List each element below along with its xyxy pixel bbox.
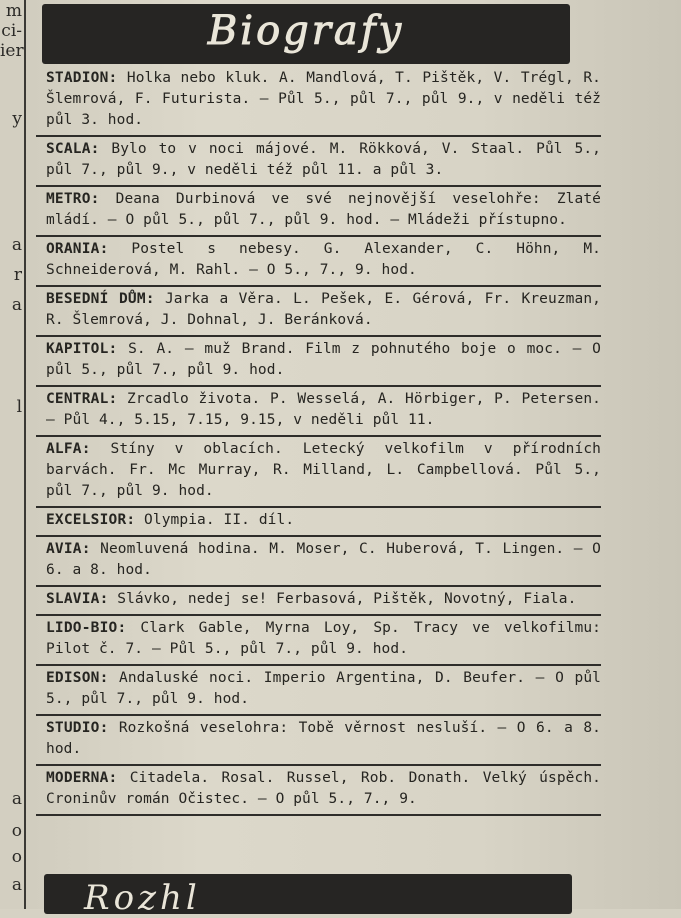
cinema-entry <box>36 437 601 508</box>
cinema-name: METRO: <box>46 191 100 207</box>
cinema-entry <box>36 616 601 666</box>
cinema-name: LIDO-BIO: <box>46 620 127 636</box>
cinema-name: AVIA: <box>46 541 91 557</box>
margin-text-fragment: a <box>11 295 22 315</box>
cinema-entry <box>36 387 601 437</box>
cinema-entry <box>36 237 601 287</box>
cinema-entry <box>36 766 601 816</box>
cinema-name: ALFA: <box>46 441 91 457</box>
cinema-entry <box>36 187 601 237</box>
margin-text-fragment: o <box>11 847 22 867</box>
film-listing-text: Deana Durbinová ve své nejnovější veselohře: Zlaté mládí. — O půl 5., půl 7., půl 9. hod. — Mládeži přístupno. <box>46 191 601 228</box>
film-listing-text: Andaluské noci. Imperio Argentina, D. Beufer. — O půl 5., půl 7., půl 9. hod. <box>46 670 601 707</box>
cinema-entry <box>36 287 601 337</box>
film-listing-text: Stíny v oblacích. Letecký velkofilm v přírodních barvách. Fr. Mc Murray, R. Milland, L. Campbellová. Půl 5., půl 7., půl 9. hod. <box>46 441 601 499</box>
column-divider <box>24 0 26 909</box>
film-listing-text: S. A. — muž Brand. Film z pohnutého boje o moc. — O půl 5., půl 7., půl 9. hod. <box>46 341 601 378</box>
margin-text-fragment: l <box>16 397 22 417</box>
margin-text-fragment: r <box>13 265 22 285</box>
next-section-title: Rozhl <box>84 878 201 918</box>
film-listing-text: Clark Gable, Myrna Loy, Sp. Tracy ve velkofilmu: Pilot č. 7. — Půl 5., půl 7., půl 9. hod. <box>46 620 602 657</box>
cinema-name: CENTRAL: <box>46 391 118 407</box>
cinema-name: EDISON: <box>46 670 109 686</box>
cinema-name: SLAVIA: <box>46 591 109 607</box>
cinema-name: MODERNA: <box>46 770 118 786</box>
cinema-name: BESEDNÍ DŮM: <box>46 291 155 307</box>
film-listing-text: Zrcadlo života. P. Wesselá, A. Hörbiger, P. Petersen. — Půl 4., 5.15, 7.15, 9.15, v neděli půl 11. <box>46 391 601 428</box>
cinema-entry <box>36 537 601 587</box>
cinema-name: STUDIO: <box>46 720 109 736</box>
cinema-name: SCALA: <box>46 141 100 157</box>
margin-text-fragment: a <box>11 235 22 255</box>
film-listing-text: Jarka a Věra. L. Pešek, E. Gérová, Fr. Kreuzman, R. Šlemrová, J. Dohnal, J. Beránková. <box>46 291 601 328</box>
margin-text-fragment: a <box>11 875 22 895</box>
film-listing-text: Rozkošná veselohra: Tobě věrnost nesluší. — O 6. a 8. hod. <box>46 720 601 757</box>
film-listing-text: Bylo to v noci májové. M. Rökková, V. Staal. Půl 5., půl 7., půl 9., v neděli též půl 11. a půl 3. <box>46 141 601 178</box>
film-listing-text: Neomluvená hodina. M. Moser, C. Huberová, T. Lingen. — O 6. a 8. hod. <box>46 541 602 578</box>
cinema-name: ORANIA: <box>46 241 109 257</box>
margin-text-fragment: ci- <box>1 21 22 41</box>
cinema-entry <box>36 337 601 387</box>
cinema-name: STADION: <box>46 70 118 86</box>
section-header <box>42 4 570 64</box>
cinema-entry <box>36 666 601 716</box>
film-listing-text: Holka nebo kluk. A. Mandlová, T. Pištěk, V. Trégl, R. Šlemrová, F. Futurista. — Půl 5., půl 7., půl 9., v neděli též půl 3. hod. <box>46 70 601 128</box>
margin-text-fragment: y <box>12 109 22 129</box>
cinema-entry <box>36 508 601 537</box>
cinema-entry <box>36 66 601 137</box>
film-listing-text: Citadela. Rosal. Russel, Rob. Donath. Velký úspěch. Croninův román Očistec. — O půl 5., 7., 9. <box>46 770 601 807</box>
cinema-listings <box>36 66 601 816</box>
cinema-entry <box>36 587 601 616</box>
margin-text-fragment: a <box>11 789 22 809</box>
margin-text-fragment: m <box>5 1 22 21</box>
cinema-name: EXCELSIOR: <box>46 512 136 528</box>
cinema-entry <box>36 137 601 187</box>
film-listing-text: Olympia. II. díl. <box>144 512 295 528</box>
film-listing-text: Slávko, nedej se! Ferbasová, Pištěk, Novotný, Fiala. <box>117 591 577 607</box>
cinema-name: KAPITOL: <box>46 341 118 357</box>
film-listing-text: Postel s nebesy. G. Alexander, C. Höhn, M. Schneiderová, M. Rahl. — O 5., 7., 9. hod. <box>46 241 601 278</box>
margin-text-fragment: o <box>11 821 22 841</box>
cinema-entry <box>36 716 601 766</box>
next-section-header <box>44 874 572 918</box>
section-title: Biografy <box>207 8 405 54</box>
margin-text-fragment: ier <box>0 41 24 61</box>
adjacent-column-fragment <box>0 0 24 909</box>
